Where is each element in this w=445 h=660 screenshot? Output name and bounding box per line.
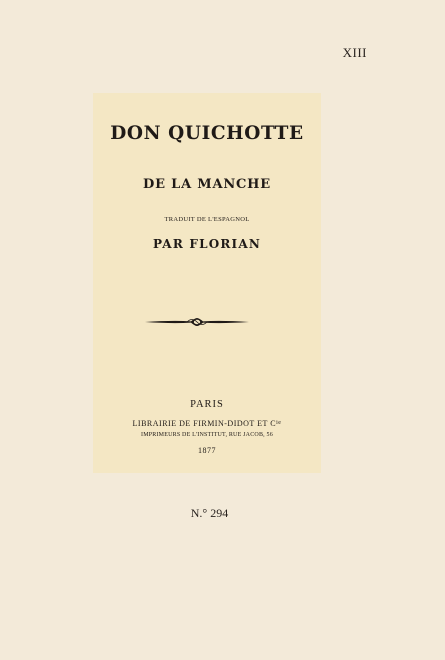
copy-number: N.° 294 xyxy=(190,506,229,520)
publication-city: PARIS xyxy=(190,399,224,410)
publisher-suffix: ie xyxy=(276,420,282,426)
printers-line: IMPRIMEURS DE L'INSTITUT, RUE JACOB, 56 xyxy=(141,432,273,438)
ornamental-rule-icon xyxy=(143,315,251,329)
author-line: PAR FLORIAN xyxy=(152,237,262,251)
book-title: DON QUICHOTTE xyxy=(110,123,304,144)
publisher-line xyxy=(93,419,321,428)
book-subtitle: DE LA MANCHE xyxy=(143,177,271,192)
title-page-plate xyxy=(93,93,321,473)
translation-note: TRADUIT DE L'ESPAGNOL xyxy=(164,216,250,223)
publication-year: 1877 xyxy=(198,446,216,455)
page-number: XIII xyxy=(342,45,367,60)
publisher-name: LIBRAIRIE DE FIRMIN-DIDOT ET C xyxy=(132,419,277,428)
